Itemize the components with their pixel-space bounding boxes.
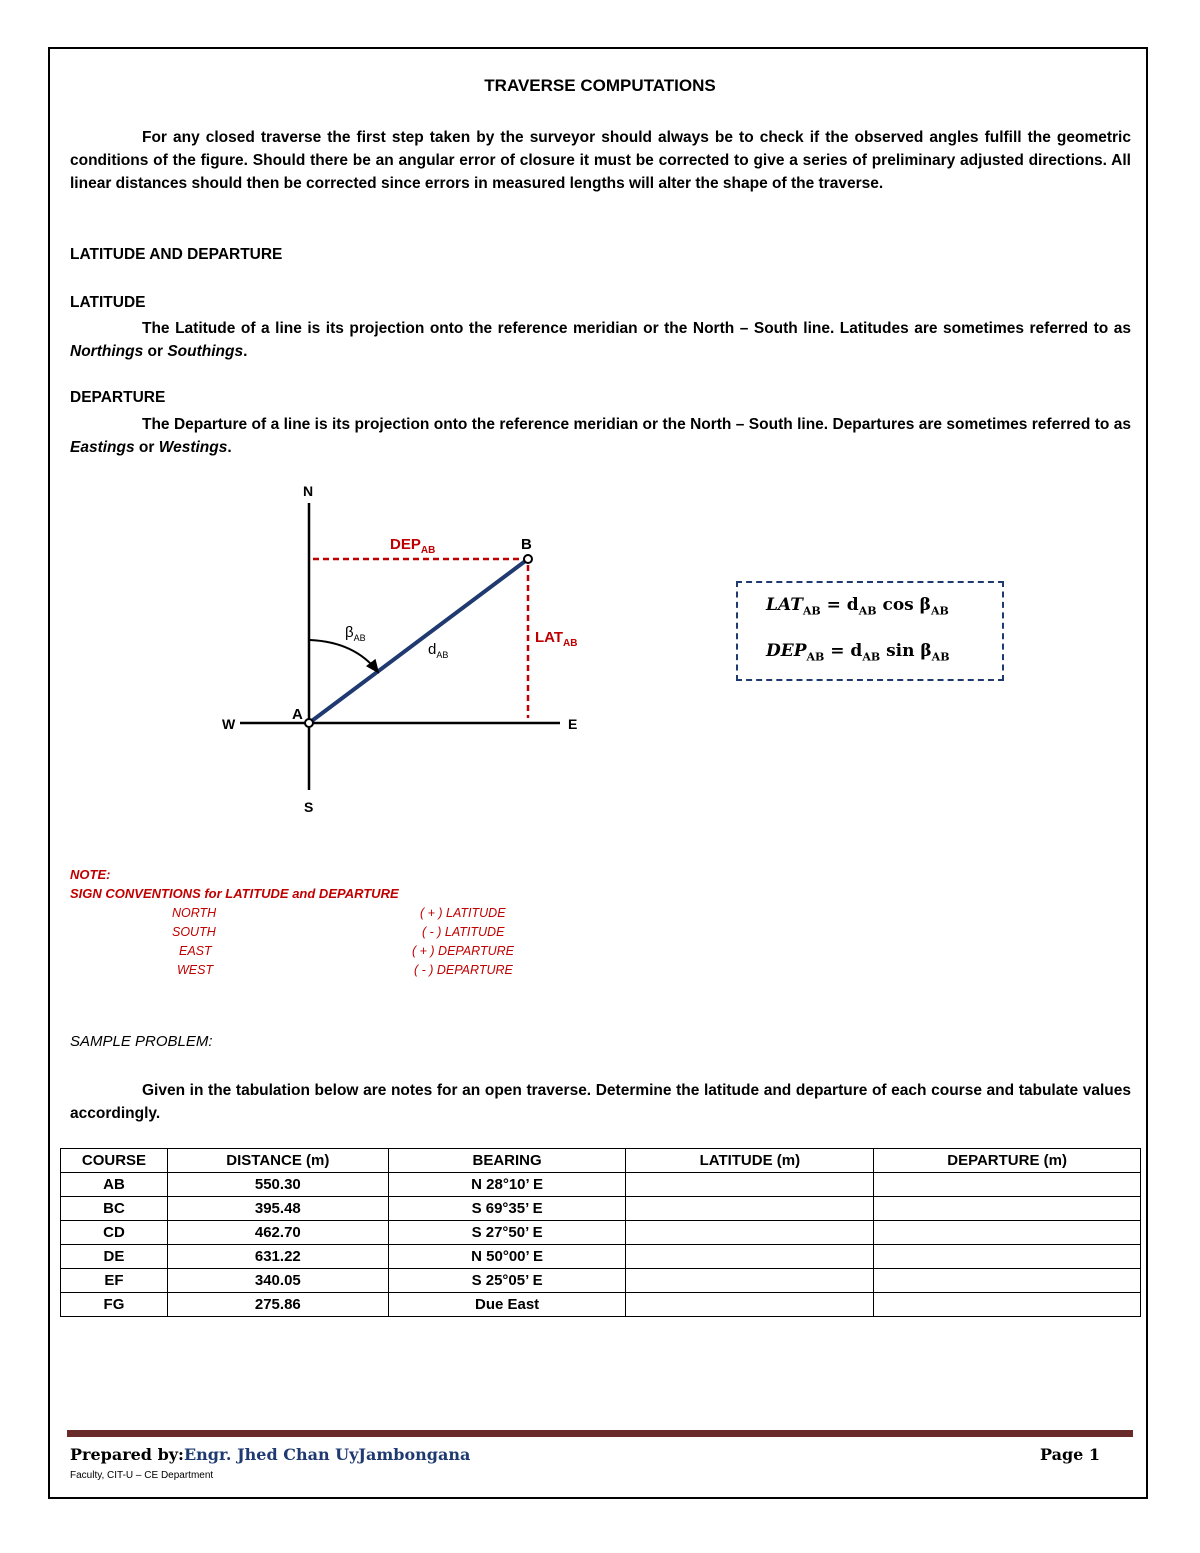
- cell-bearing: N 50°00’ E: [388, 1245, 626, 1269]
- note-sign: ( - ) LATITUDE: [422, 925, 505, 939]
- author-name: Engr. Jhed Chan UyJambongana: [183, 1445, 471, 1464]
- formula-box: [736, 581, 1004, 681]
- cell-course: CD: [61, 1221, 168, 1245]
- header-distance: DISTANCE (m): [167, 1149, 388, 1173]
- cell-distance: 462.70: [167, 1221, 388, 1245]
- note-sign: ( + ) LATITUDE: [420, 906, 506, 920]
- cell-course: DE: [61, 1245, 168, 1269]
- term-westings: Westings: [158, 439, 228, 456]
- cell-distance: 550.30: [167, 1173, 388, 1197]
- departure-heading: DEPARTURE: [70, 389, 166, 406]
- point-b-marker: [524, 555, 532, 563]
- cell-departure: [874, 1245, 1141, 1269]
- cell-bearing: Due East: [388, 1293, 626, 1317]
- prepared-by: Prepared by:Engr. Jhed Chan UyJambongana: [70, 1445, 471, 1464]
- point-a-marker: [305, 719, 313, 727]
- cell-departure: [874, 1293, 1141, 1317]
- table-row: [61, 1269, 1141, 1293]
- header-bearing: BEARING: [388, 1149, 626, 1173]
- note-direction: SOUTH: [172, 925, 216, 939]
- departure-paragraph: The Departure of a line is its projection onto the reference meridian or the North – South line. Departures are sometimes referred to as Eastings or Westings.: [70, 416, 1131, 456]
- label-distance: $d_{AB}$: [428, 641, 449, 660]
- term-eastings: Eastings: [70, 439, 135, 456]
- cell-course: FG: [61, 1293, 168, 1317]
- cell-latitude: [626, 1245, 874, 1269]
- latitude-paragraph: The Latitude of a line is its projection onto the reference meridian or the North – South line. Latitudes are sometimes referred to as Northings or Southings.: [70, 320, 1131, 360]
- cell-course: EF: [61, 1269, 168, 1293]
- label-west: W: [222, 716, 236, 732]
- page-title: TRAVERSE COMPUTATIONS: [484, 76, 716, 95]
- note-label: NOTE:: [70, 867, 111, 882]
- table-row: [61, 1197, 1141, 1221]
- note-direction: EAST: [179, 944, 212, 958]
- cell-bearing: S 69°35’ E: [388, 1197, 626, 1221]
- table-row: [61, 1221, 1141, 1245]
- section-heading: LATITUDE AND DEPARTURE: [70, 246, 283, 263]
- header-departure: DEPARTURE (m): [874, 1149, 1141, 1173]
- note-direction: NORTH: [172, 906, 217, 920]
- cell-latitude: [626, 1221, 874, 1245]
- cell-latitude: [626, 1197, 874, 1221]
- header-course: COURSE: [61, 1149, 168, 1173]
- label-beta: $\beta_{AB}$: [345, 624, 366, 643]
- intro-paragraph: For any closed traverse the first step taken by the surveyor should always be to check if the observed angles fulfill the geometric conditions of the figure. Should there be an angular error of closure it must be corrected to give a series of preliminary adjusted directions. All linear distances should then be corrected since errors in measured lengths will alter the shape of the traverse.: [70, 129, 1131, 192]
- departure-formula: $DEP_{AB} = d_{AB}$ $\sin \beta_{AB}$: [766, 641, 950, 664]
- page-number: Page 1: [1040, 1445, 1101, 1464]
- table-row: [61, 1293, 1141, 1317]
- cell-bearing: N 28°10’ E: [388, 1173, 626, 1197]
- cell-course: BC: [61, 1197, 168, 1221]
- cell-bearing: S 27°50’ E: [388, 1221, 626, 1245]
- cell-departure: [874, 1197, 1141, 1221]
- course-line-ab: [309, 559, 528, 723]
- label-east: E: [568, 716, 578, 732]
- sample-problem-text: Given in the tabulation below are notes for an open traverse. Determine the latitude and departure of each course and tabulate values accordingly.: [70, 1082, 1131, 1122]
- cell-departure: [874, 1221, 1141, 1245]
- bearing-arc: [310, 640, 378, 672]
- cell-bearing: S 25°05’ E: [388, 1269, 626, 1293]
- cell-latitude: [626, 1173, 874, 1197]
- note-sign: ( + ) DEPARTURE: [412, 944, 514, 958]
- cell-course: AB: [61, 1173, 168, 1197]
- cell-departure: [874, 1173, 1141, 1197]
- label-north: N: [303, 483, 314, 499]
- traverse-table: [60, 1148, 1141, 1317]
- cell-distance: 631.22: [167, 1245, 388, 1269]
- label-south: S: [304, 799, 314, 815]
- header-latitude: LATITUDE (m): [626, 1149, 874, 1173]
- cell-distance: 275.86: [167, 1293, 388, 1317]
- note-direction: WEST: [177, 963, 214, 977]
- cell-departure: [874, 1269, 1141, 1293]
- latitude-formula: $LAT_{AB} = d_{AB}$ $\cos \beta_{AB}$: [766, 595, 949, 618]
- sample-problem-label: SAMPLE PROBLEM:: [70, 1033, 213, 1050]
- term-northings: Northings: [70, 343, 144, 360]
- note-sign: ( - ) DEPARTURE: [414, 963, 513, 977]
- faculty-line: Faculty, CIT-U – CE Department: [70, 1470, 214, 1481]
- label-point-a: A: [292, 706, 303, 723]
- cell-latitude: [626, 1293, 874, 1317]
- table-header-row: [61, 1149, 1141, 1173]
- label-lat: $LAT_{AB}$: [535, 629, 578, 649]
- footer-divider: [67, 1430, 1133, 1437]
- label-dep: $DEP_{AB}$: [390, 536, 436, 556]
- label-point-b: B: [521, 536, 532, 553]
- cell-latitude: [626, 1269, 874, 1293]
- latitude-heading: LATITUDE: [70, 294, 146, 311]
- cell-distance: 395.48: [167, 1197, 388, 1221]
- term-southings: Southings: [167, 343, 244, 360]
- table-row: [61, 1245, 1141, 1269]
- note-heading: SIGN CONVENTIONS for LATITUDE and DEPARTURE: [70, 886, 399, 901]
- table-row: [61, 1173, 1141, 1197]
- cell-distance: 340.05: [167, 1269, 388, 1293]
